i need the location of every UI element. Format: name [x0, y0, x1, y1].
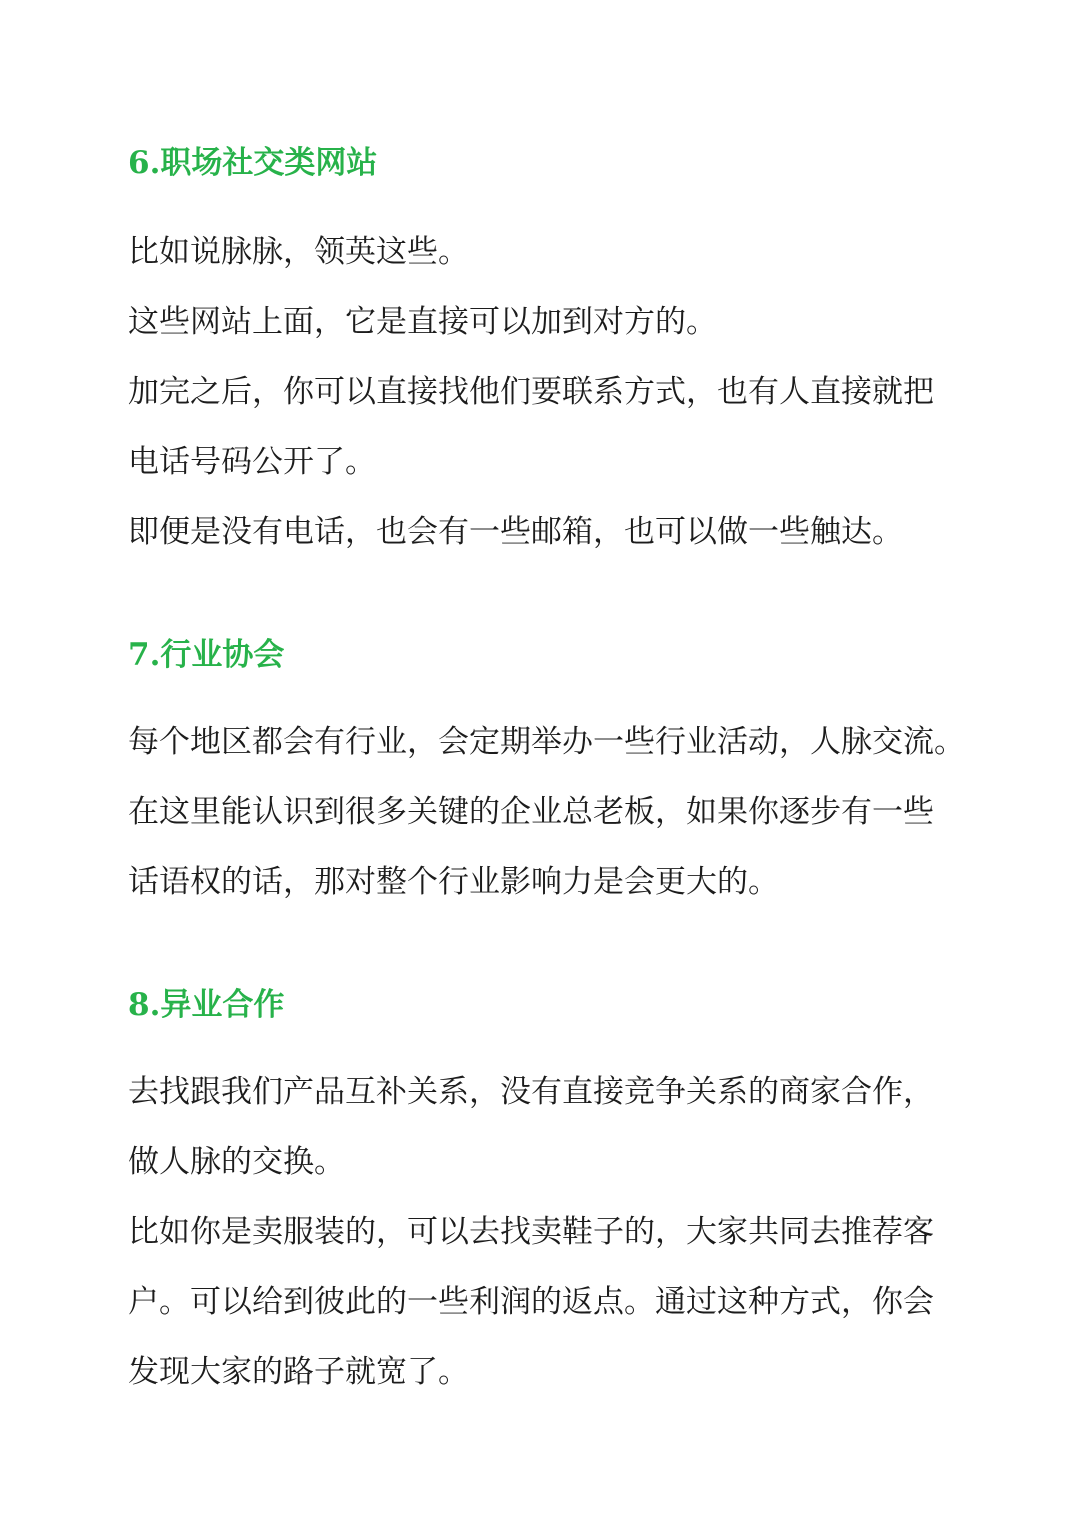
paragraph-line: 电话号码公开了。: [128, 444, 376, 480]
paragraph-line: 加完之后，你可以直接找他们要联系方式，也有人直接就把: [128, 374, 934, 410]
paragraph-line: 即便是没有电话，也会有一些邮箱，也可以做一些触达。: [128, 514, 903, 550]
paragraph-line: 比如你是卖服装的，可以去找卖鞋子的，大家共同去推荐客: [128, 1214, 934, 1250]
section-cross-industry-cooperation: [128, 987, 988, 1407]
paragraph-line: 比如说脉脉，领英这些。: [128, 234, 469, 270]
paragraph-line: 这些网站上面，它是直接可以加到对方的。: [128, 304, 717, 340]
section-heading: 7.行业协会: [128, 637, 285, 673]
section-heading: 6.职场社交类网站: [128, 145, 378, 181]
paragraph-line: 去找跟我们产品互补关系，没有直接竞争关系的商家合作，: [128, 1074, 934, 1110]
paragraph-line: 发现大家的路子就宽了。: [128, 1354, 469, 1390]
section-professional-social-sites: [128, 145, 988, 567]
section-heading: 8.异业合作: [128, 987, 285, 1023]
paragraph-line: 在这里能认识到很多关键的企业总老板，如果你逐步有一些: [128, 794, 934, 830]
section-body: [128, 217, 988, 567]
paragraph-line: 做人脉的交换。: [128, 1144, 345, 1180]
section-body: [128, 707, 988, 917]
paragraph-line: 话语权的话，那对整个行业影响力是会更大的。: [128, 864, 779, 900]
paragraph-line: 户。可以给到彼此的一些利润的返点。通过这种方式，你会: [128, 1284, 934, 1320]
section-industry-association: [128, 637, 988, 917]
section-body: [128, 1057, 988, 1407]
paragraph-line: 每个地区都会有行业，会定期举办一些行业活动，人脉交流。: [128, 724, 965, 760]
